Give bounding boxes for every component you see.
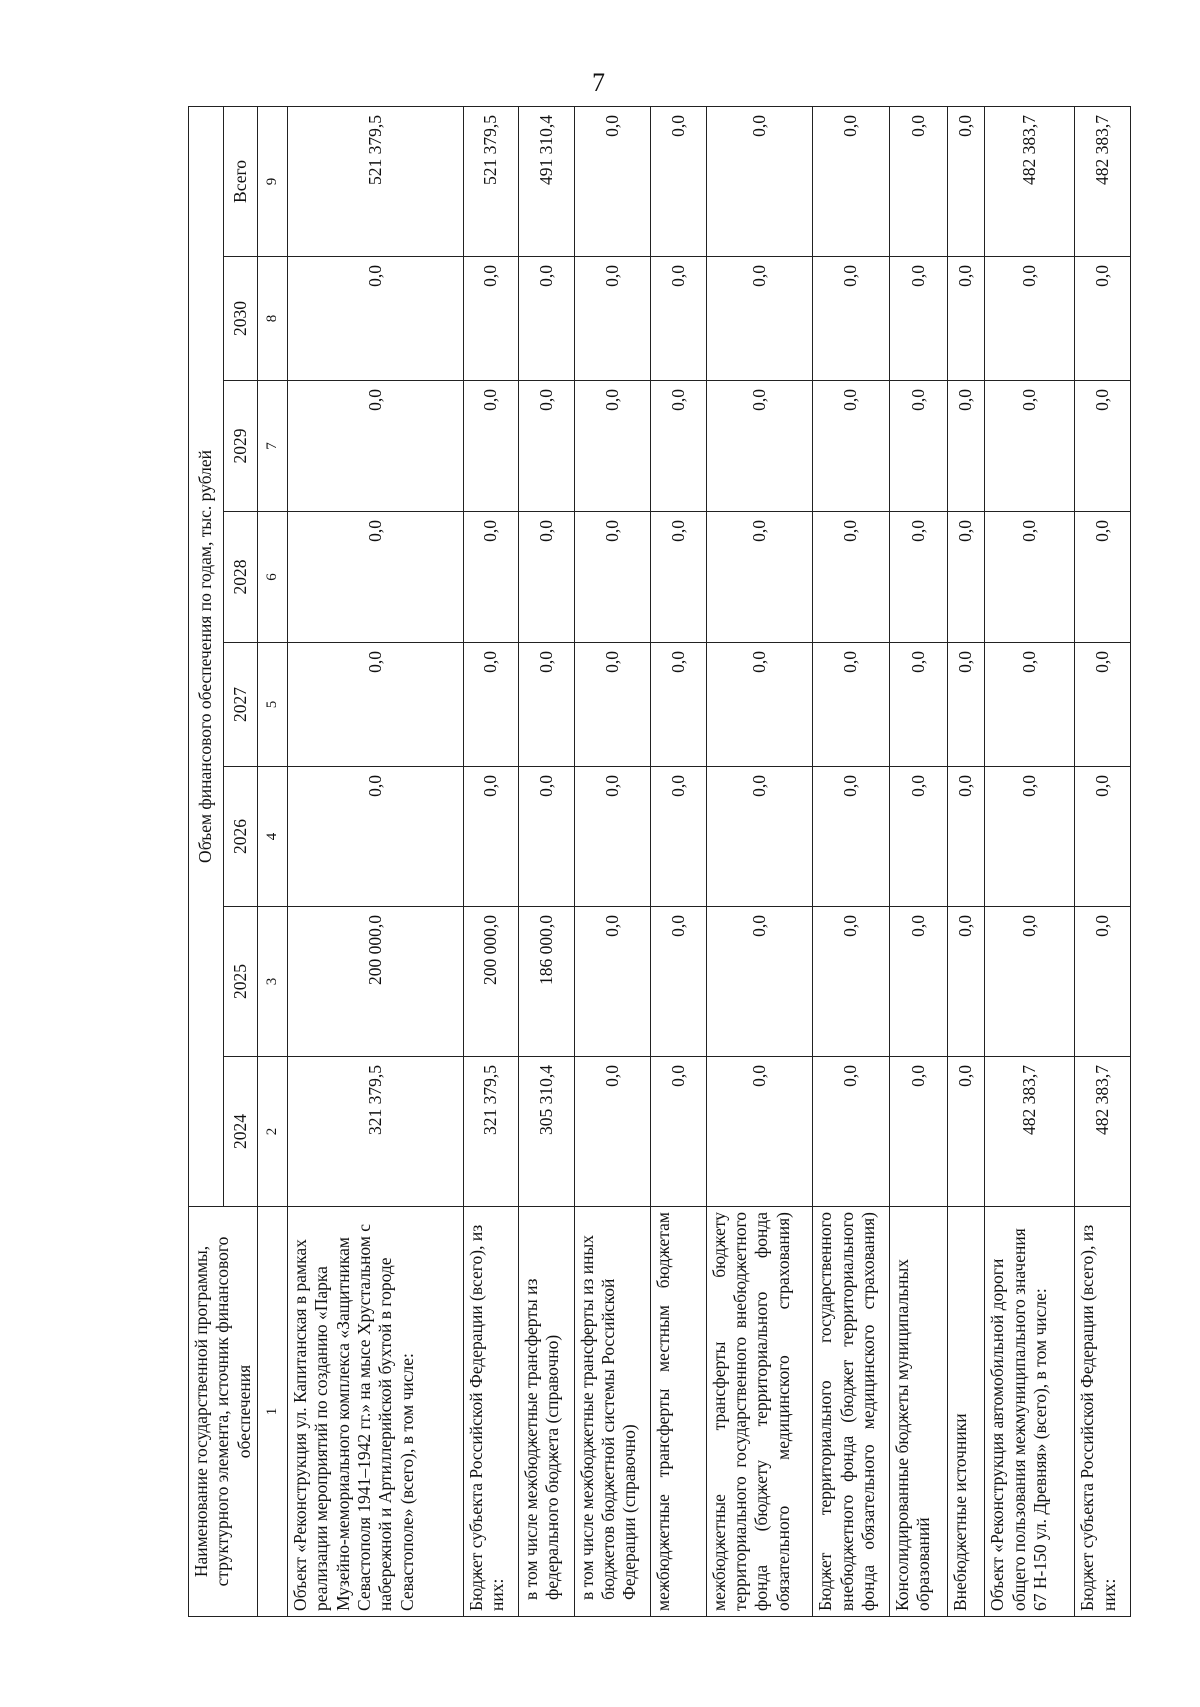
value-cell: 0,0 xyxy=(288,512,463,643)
column-number: 3 xyxy=(258,907,288,1057)
value-cell: 0,0 xyxy=(813,512,890,643)
total-cell: 521 379,5 xyxy=(288,106,463,256)
value-cell: 0,0 xyxy=(651,767,707,907)
header-year: 2029 xyxy=(223,381,258,512)
value-cell: 0,0 xyxy=(574,257,651,381)
value-cell: 0,0 xyxy=(651,907,707,1057)
row-label: межбюджетные трансферты бюджету территориального государственного внебюджетного фонда (бюджету территориального фонда обязательного медицинского страхования) xyxy=(706,1207,813,1617)
value-cell: 0,0 xyxy=(574,907,651,1057)
row-label: в том числе межбюджетные трансферты из иных бюджетов бюджетной системы Российской Федерации (справочно) xyxy=(574,1207,651,1617)
table-row xyxy=(288,106,463,1616)
value-cell: 0,0 xyxy=(519,767,575,907)
value-cell: 482 383,7 xyxy=(985,1057,1075,1207)
header-name-column: Наименование государственной программы, структурного элемента, источник финансового обеспечения xyxy=(189,1207,258,1617)
column-number: 1 xyxy=(258,1207,288,1617)
value-cell: 0,0 xyxy=(947,512,985,643)
value-cell: 0,0 xyxy=(889,907,947,1057)
value-cell: 0,0 xyxy=(574,767,651,907)
value-cell: 0,0 xyxy=(813,1057,890,1207)
row-label: Бюджет субъекта Российской Федерации (всего), из них: xyxy=(1075,1207,1131,1617)
total-cell: 491 310,4 xyxy=(519,106,575,256)
value-cell: 0,0 xyxy=(947,1057,985,1207)
total-cell: 0,0 xyxy=(574,106,651,256)
value-cell: 0,0 xyxy=(651,512,707,643)
value-cell: 0,0 xyxy=(706,1057,813,1207)
header-volume-title: Объем финансового обеспечения по годам, тыс. рублей xyxy=(189,106,224,1206)
value-cell: 0,0 xyxy=(463,643,519,767)
value-cell: 0,0 xyxy=(985,907,1075,1057)
header-year: 2026 xyxy=(223,767,258,907)
value-cell: 0,0 xyxy=(947,643,985,767)
value-cell: 0,0 xyxy=(889,381,947,512)
value-cell: 0,0 xyxy=(574,643,651,767)
column-number: 2 xyxy=(258,1057,288,1207)
value-cell: 0,0 xyxy=(985,381,1075,512)
value-cell: 0,0 xyxy=(463,381,519,512)
table-row xyxy=(651,106,707,1616)
column-number: 9 xyxy=(258,106,288,256)
value-cell: 0,0 xyxy=(288,767,463,907)
table-row xyxy=(463,106,519,1616)
value-cell: 0,0 xyxy=(706,257,813,381)
header-year: 2030 xyxy=(223,257,258,381)
column-number: 5 xyxy=(258,643,288,767)
value-cell: 0,0 xyxy=(889,257,947,381)
value-cell: 186 000,0 xyxy=(519,907,575,1057)
value-cell: 0,0 xyxy=(519,381,575,512)
value-cell: 0,0 xyxy=(519,257,575,381)
value-cell: 0,0 xyxy=(651,1057,707,1207)
table-row xyxy=(519,106,575,1616)
value-cell: 0,0 xyxy=(288,257,463,381)
value-cell: 0,0 xyxy=(706,767,813,907)
total-cell: 521 379,5 xyxy=(463,106,519,256)
value-cell: 321 379,5 xyxy=(463,1057,519,1207)
page-number: 7 xyxy=(592,68,605,97)
value-cell: 0,0 xyxy=(1075,257,1131,381)
value-cell: 0,0 xyxy=(947,907,985,1057)
value-cell: 0,0 xyxy=(288,381,463,512)
row-label: Бюджет субъекта Российской Федерации (всего), из них: xyxy=(463,1207,519,1617)
value-cell: 0,0 xyxy=(1075,381,1131,512)
value-cell: 0,0 xyxy=(706,907,813,1057)
total-cell: 0,0 xyxy=(651,106,707,256)
value-cell: 0,0 xyxy=(1075,767,1131,907)
value-cell: 482 383,7 xyxy=(1075,1057,1131,1207)
column-number: 7 xyxy=(258,381,288,512)
value-cell: 0,0 xyxy=(985,643,1075,767)
value-cell: 0,0 xyxy=(574,1057,651,1207)
table-row xyxy=(813,106,890,1616)
row-label: Объект «Реконструкция автомобильной дороги общего пользования межмуниципального значения 67 Н-150 ул. Древняя» (всего), в том числе: xyxy=(985,1207,1075,1617)
value-cell: 200 000,0 xyxy=(288,907,463,1057)
value-cell: 0,0 xyxy=(889,767,947,907)
value-cell: 0,0 xyxy=(574,381,651,512)
header-year: 2025 xyxy=(223,907,258,1057)
value-cell: 0,0 xyxy=(947,257,985,381)
value-cell: 0,0 xyxy=(1075,643,1131,767)
value-cell: 0,0 xyxy=(813,643,890,767)
value-cell: 305 310,4 xyxy=(519,1057,575,1207)
value-cell: 0,0 xyxy=(519,512,575,643)
value-cell: 0,0 xyxy=(463,257,519,381)
row-label: Консолидированные бюджеты муниципальных образований xyxy=(889,1207,947,1617)
value-cell: 0,0 xyxy=(651,257,707,381)
value-cell: 0,0 xyxy=(463,767,519,907)
total-cell: 482 383,7 xyxy=(1075,106,1131,256)
table-row xyxy=(1075,106,1131,1616)
value-cell: 0,0 xyxy=(1075,907,1131,1057)
total-cell: 482 383,7 xyxy=(985,106,1075,256)
value-cell: 0,0 xyxy=(813,907,890,1057)
value-cell: 0,0 xyxy=(651,643,707,767)
value-cell: 0,0 xyxy=(813,767,890,907)
total-cell: 0,0 xyxy=(947,106,985,256)
value-cell: 0,0 xyxy=(813,257,890,381)
value-cell: 0,0 xyxy=(985,767,1075,907)
value-cell: 0,0 xyxy=(463,512,519,643)
value-cell: 0,0 xyxy=(985,257,1075,381)
value-cell: 0,0 xyxy=(947,381,985,512)
value-cell: 0,0 xyxy=(706,381,813,512)
column-number: 4 xyxy=(258,767,288,907)
row-label: Внебюджетные источники xyxy=(947,1207,985,1617)
value-cell: 0,0 xyxy=(985,512,1075,643)
value-cell: 0,0 xyxy=(651,381,707,512)
value-cell: 0,0 xyxy=(288,643,463,767)
financing-table xyxy=(188,106,1131,1617)
rotated-table-container xyxy=(188,107,1128,1617)
header-year: 2027 xyxy=(223,643,258,767)
header-total: Всего xyxy=(223,106,258,256)
table-row xyxy=(574,106,651,1616)
value-cell: 0,0 xyxy=(1075,512,1131,643)
column-number: 6 xyxy=(258,512,288,643)
value-cell: 0,0 xyxy=(706,512,813,643)
header-year: 2024 xyxy=(223,1057,258,1207)
value-cell: 0,0 xyxy=(574,512,651,643)
value-cell: 0,0 xyxy=(947,767,985,907)
value-cell: 0,0 xyxy=(813,381,890,512)
header-year: 2028 xyxy=(223,512,258,643)
table-row xyxy=(985,106,1075,1616)
value-cell: 0,0 xyxy=(519,643,575,767)
table-row xyxy=(889,106,947,1616)
table-body xyxy=(288,106,1131,1616)
row-label: Бюджет территориального государственного внебюджетного фонда (бюджет территориального фонда обязательного медицинского страхования) xyxy=(813,1207,890,1617)
value-cell: 0,0 xyxy=(706,643,813,767)
total-cell: 0,0 xyxy=(889,106,947,256)
total-cell: 0,0 xyxy=(813,106,890,256)
value-cell: 200 000,0 xyxy=(463,907,519,1057)
table-row xyxy=(706,106,813,1616)
value-cell: 0,0 xyxy=(889,512,947,643)
value-cell: 0,0 xyxy=(889,643,947,767)
table-row xyxy=(947,106,985,1616)
row-label: межбюджетные трансферты местным бюджетам xyxy=(651,1207,707,1617)
row-label: Объект «Реконструкция ул. Капитанская в рамках реализации мероприятий по созданию «Парка Музейно-мемориального комплекса «Защитникам Севастополя 1941–1942 гг.» на мысе Хрустальном с набережной и Артиллерийской бухтой в городе Севастополе» (всего), в том числе: xyxy=(288,1207,463,1617)
row-label: в том числе межбюджетные трансферты из федерального бюджета (справочно) xyxy=(519,1207,575,1617)
column-number: 8 xyxy=(258,257,288,381)
value-cell: 321 379,5 xyxy=(288,1057,463,1207)
value-cell: 0,0 xyxy=(889,1057,947,1207)
total-cell: 0,0 xyxy=(706,106,813,256)
